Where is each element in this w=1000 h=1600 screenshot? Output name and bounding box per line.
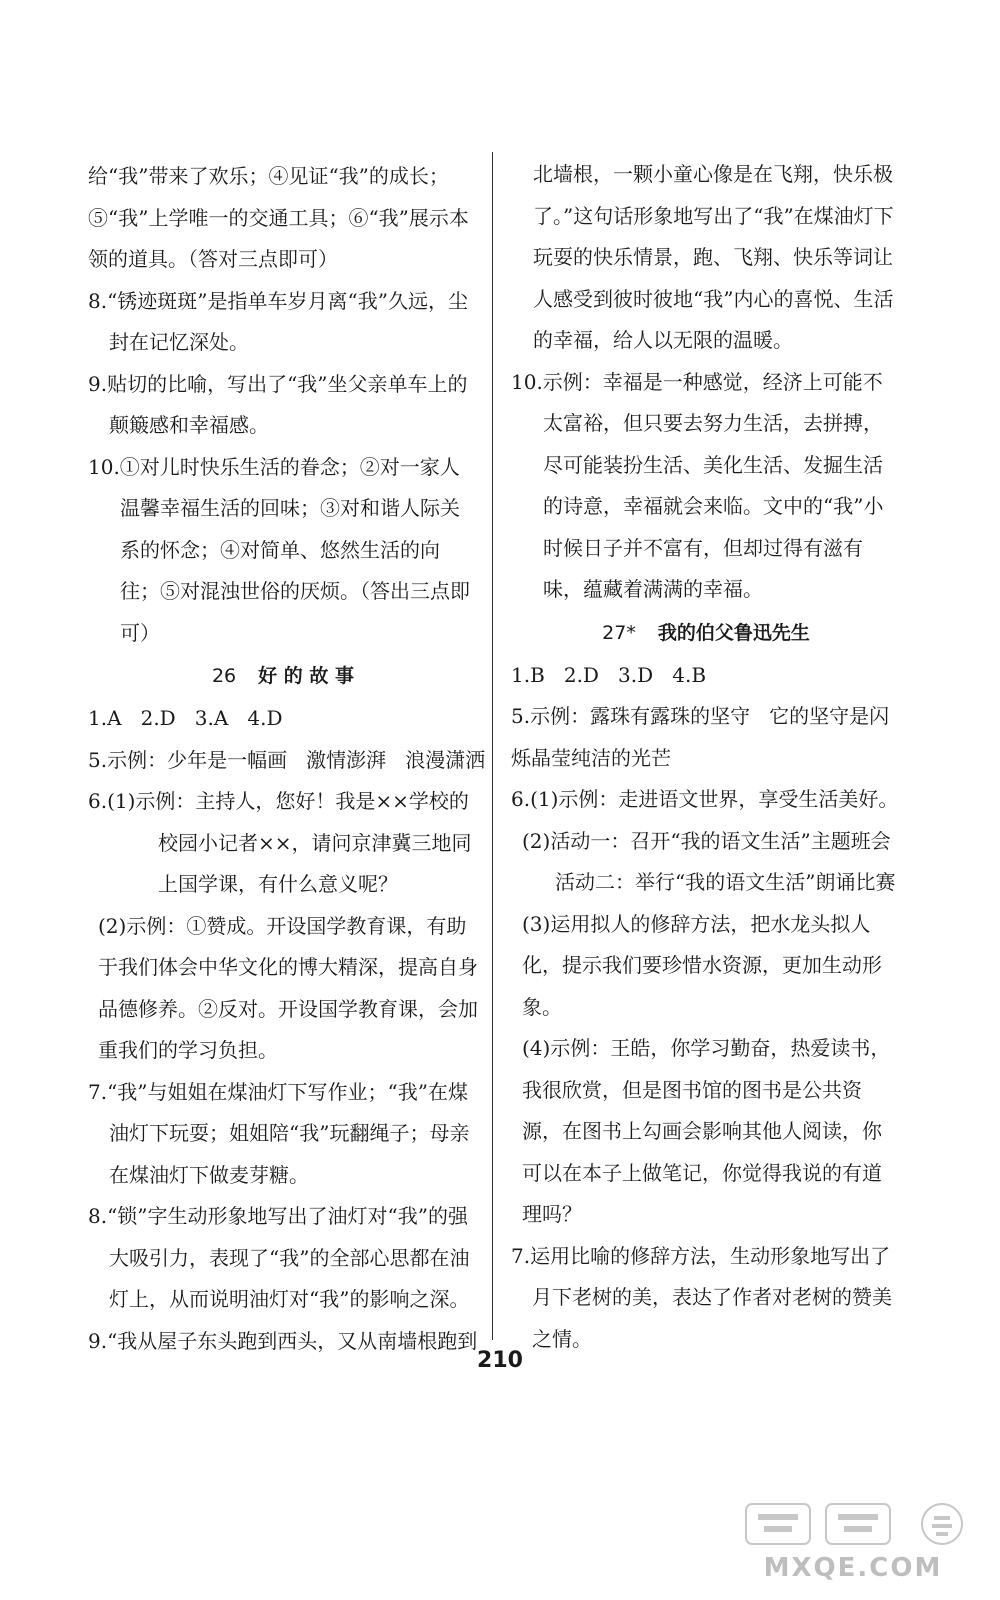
left-answer-8: 8.“锈迹斑斑”是指单车岁月离“我”久远，尘封在记忆深处。 [88,288,468,354]
section-27-heading [511,611,901,655]
section-26-number: 26 [211,665,237,687]
section-26-answer-7: 7.“我”与姐姐在煤油灯下写作业；“我”在煤油灯下玩耍；姐姐陪“我”玩翻绳子；母亲在煤油灯下做麦芽糖。 [88,1079,470,1187]
left-answer-10: 10.①对儿时快乐生活的眷念；②对一家人温馨幸福生活的回味；③对和谐人际关系的怀念；④对简单、悠然生活的向往；⑤对混浊世俗的厌烦。（答出三点即可） [88,454,470,645]
section-26-answer-6-1: 6.(1)示例：主持人，您好！我是××学校的校园小记者××，请问京津冀三地同上国学课，有什么意义呢？ [88,789,472,896]
watermark-logo-icon [728,1498,978,1584]
section-27-answer-6-4: (4)示例：王皓，你学习勤奋，热爱读书，我很欣赏，但是图书馆的图书是公共资源，在图书上勾画会影响其他人阅读，你可以在本子上做笔记，你觉得我说的有道理吗？ [522,1036,891,1226]
section-26-answer-8: 8.“锁”字生动形象地写出了油灯对“我”的强大吸引力，表现了“我”的全部心思都在油灯上，从而说明油灯对“我”的影响之深。 [88,1204,470,1311]
page-number: 210 [477,1348,523,1373]
section-26-title: 好 的 故 事 [258,665,355,687]
section-27-title: 我的伯父鲁迅先生 [657,621,810,644]
section-27-answer-5: 5.示例：露珠有露珠的坚守 它的坚守是闪烁晶莹纯洁的光芒 [511,704,890,770]
section-27-answer-6-3: (3)运用拟人的修辞方法，把水龙头拟人化，提示我们要珍惜水资源，更加生动形象。 [522,911,882,1019]
section-27-answer-6-2b: 活动二：举行“我的语文生活”朗诵比赛 [555,870,896,894]
section-26-answer-9: 9.“我从屋子东头跑到西头，又从南墙根跑到 [88,1328,478,1353]
section-27-choice-answers: 1.B 2.D 3.D 4.B [511,662,707,687]
section-27-answer-6-1: 6.(1)示例：走进语文世界，享受生活美好。 [511,787,899,811]
section-26-answer-5: 5.示例：少年是一幅画 激情澎湃 浪漫潇洒 [88,747,486,772]
section-27-answer-7: 7.运用比喻的修辞方法，生动形象地写出了月下老树的美，表达了作者对老树的赞美之情。 [511,1243,892,1351]
section-27-number: 27* [602,621,636,644]
right-answer-10: 10.示例：幸福是一种感觉，经济上可能不太富裕，但只要去努力生活，去拼搏，尽可能装扮生活、美化生活、发掘生活的诗意，幸福就会来临。文中的“我”小时候日子并不富有，但却过得有滋有味，蕴藏着满满的幸福。 [511,369,884,601]
section-26-choice-answers: 1.A 2.D 3.A 4.D [88,706,283,730]
section-26-answer-6-2: (2)示例：①赞成。开设国学教育课，有助于我们体会中华文化的博大精深，提高自身品德修养。②反对。开设国学教育课，会加重我们的学习负担。 [98,913,478,1062]
right-paragraph-continued: 北墙根，一颗小童心像是在飞翔，快乐极了。”这句话形象地写出了“我”在煤油灯下玩耍的快乐情景，跑、飞翔、快乐等词让人感受到彼时彼地“我”内心的喜悦、生活的幸福，给人以无限的温暖。 [533,162,894,352]
section-26-heading [88,654,478,698]
watermark-url: MXQE.COM [763,1553,943,1583]
watermark-logo [728,1498,978,1584]
section-27-answer-6-2a: (2)活动一：召开“我的语文生活”主题班会 [522,828,891,853]
left-column [88,156,486,1362]
right-column [511,154,901,1360]
left-answer-9: 9.贴切的比喻，写出了“我”坐父亲单车上的颠簸感和幸福感。 [88,371,468,437]
left-paragraph-continued: 给“我”带来了欢乐；④见证“我”的成长；⑤“我”上学唯一的交通工具；⑥“我”展示本领的道具。（答对三点即可） [88,164,469,271]
column-divider [492,152,493,1340]
